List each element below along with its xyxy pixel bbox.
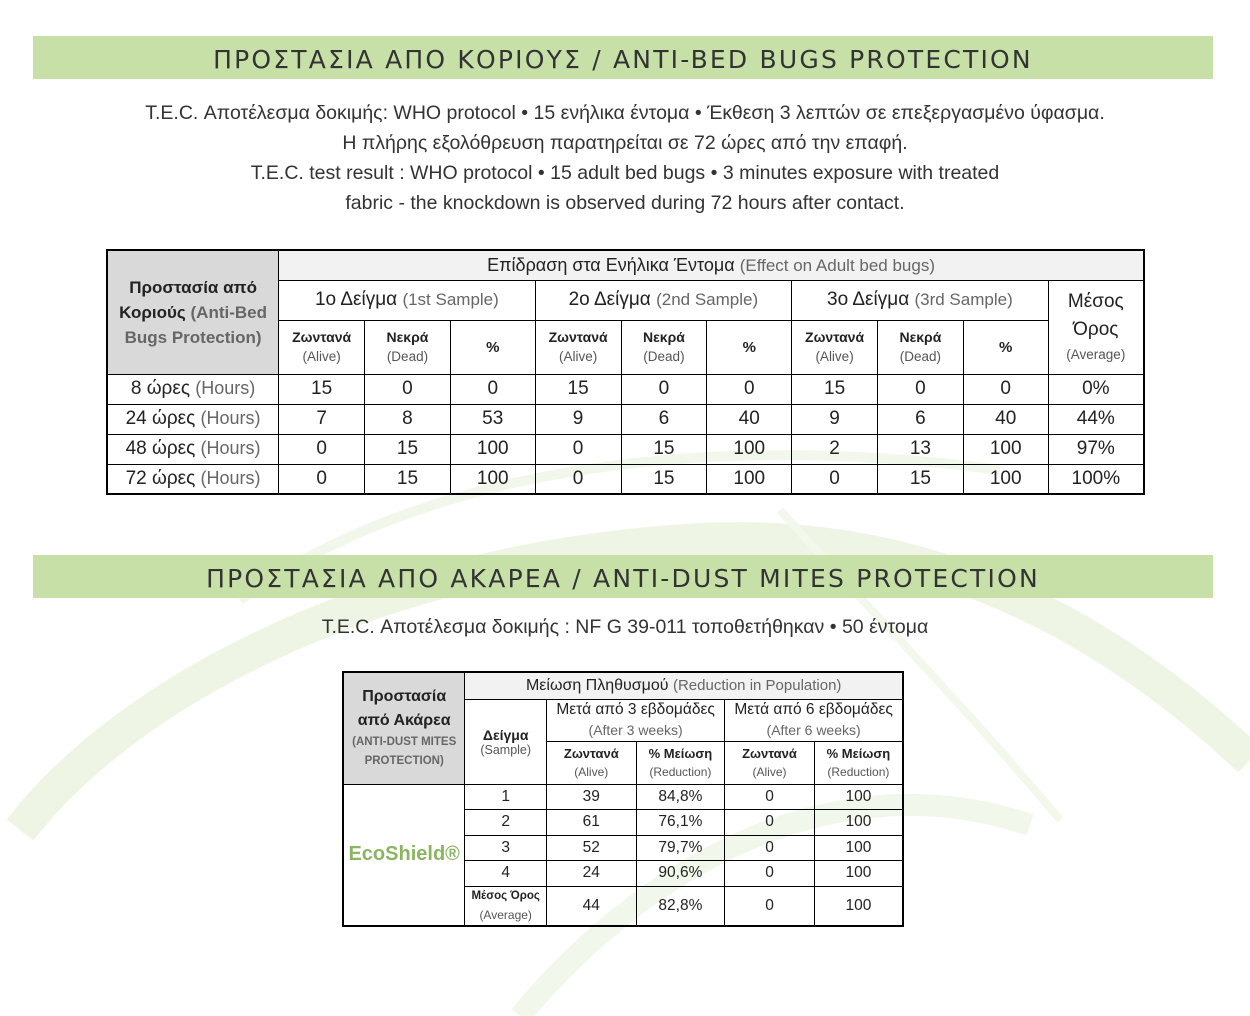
table-cell: 52 (547, 835, 637, 861)
table-cell: 9 (535, 404, 621, 434)
table-cell: 4 (465, 861, 547, 887)
alive-header: Ζωντανά (Alive) (792, 320, 878, 374)
table-cell: 3 (465, 835, 547, 861)
table-cell: 9 (792, 404, 878, 434)
table-row (107, 374, 1144, 404)
bed-bugs-corner-header (107, 250, 279, 374)
table-cell: 0 (279, 464, 365, 494)
table-cell: 82,8% (636, 886, 725, 926)
table-cell: 100 (450, 434, 535, 464)
table-cell: 24 (547, 861, 637, 887)
table-cell: 6 (621, 404, 707, 434)
table-cell: 0 (535, 434, 621, 464)
table-cell: 0 (725, 784, 815, 810)
table-cell: 0 (878, 374, 964, 404)
table-cell: 2 (792, 434, 878, 464)
sample-3-header: 3ο Δείγμα (3rd Sample) (792, 280, 1048, 320)
table-cell: 0 (279, 434, 365, 464)
sample-1-header: 1ο Δείγμα (1st Sample) (279, 280, 535, 320)
table-row (343, 784, 903, 810)
sample-2-header: 2ο Δείγμα (2nd Sample) (535, 280, 791, 320)
alive-header: Ζωντανά (Alive) (279, 320, 365, 374)
reduction-header: Μείωση Πληθυσμού (Reduction in Population) (465, 672, 903, 699)
table-cell: 39 (547, 784, 637, 810)
bed-bugs-table (106, 249, 1145, 495)
table-cell: 7 (279, 404, 365, 434)
row-label: 72 ώρες (Hours) (107, 464, 279, 494)
table-cell: 15 (279, 374, 365, 404)
corner-en: (Anti-Bed Bugs Protection) (124, 302, 267, 347)
corner-gr: Προστασία από Κοριούς (119, 277, 257, 322)
alive-header: Ζωντανά (Alive) (535, 320, 621, 374)
table-cell: 2 (465, 810, 547, 836)
after-3-weeks-header: Μετά από 3 εβδομάδες (After 3 weeks) (547, 699, 725, 741)
table-cell: 0 (792, 464, 878, 494)
row-label: 8 ώρες (Hours) (107, 374, 279, 404)
percent-header: % (707, 320, 792, 374)
table-cell: 100 (963, 434, 1048, 464)
table-cell: 0 (707, 374, 792, 404)
average-cell: 0% (1048, 374, 1144, 404)
table-cell: 100 (707, 434, 792, 464)
table-cell: 0 (725, 835, 815, 861)
table-cell: 53 (450, 404, 535, 434)
intro-line-2: Η πλήρης εξολόθρευση παρατηρείται σε 72 ώρες από την επαφή. (342, 132, 908, 154)
table-cell: 100 (450, 464, 535, 494)
average-cell: 100% (1048, 464, 1144, 494)
average-header: Μέσος Όρος (Average) (1048, 280, 1144, 374)
table-cell: 100 (814, 784, 903, 810)
table-cell: 15 (792, 374, 878, 404)
intro-line-1: T.E.C. Αποτέλεσμα δοκιμής: WHO protocol • 15 ενήλικα έντομα • Έκθεση 3 λεπτών σε επεξεργασμένο ύφασμα. (145, 102, 1105, 124)
dead-header: Νεκρά (Dead) (878, 320, 964, 374)
bed-bugs-banner: ΠΡΟΣΤΑΣΙΑ ΑΠΟ ΚΟΡΙΟΥΣ / ANTI-BED BUGS PROTECTION (33, 36, 1213, 79)
table-cell: 0 (450, 374, 535, 404)
dust-mites-table (342, 671, 904, 927)
table-cell: 15 (535, 374, 621, 404)
effect-gr: Επίδραση στα Ενήλικα Έντομα (487, 254, 735, 275)
dead-header: Νεκρά (Dead) (621, 320, 707, 374)
dust-mites-corner-header: Προστασία από Ακάρεα (ANTI-DUST MITES PROTECTION) (343, 672, 465, 784)
row-label: 24 ώρες (Hours) (107, 404, 279, 434)
table-cell: 0 (963, 374, 1048, 404)
table-cell: 15 (621, 464, 707, 494)
table-cell: 79,7% (636, 835, 725, 861)
average-label: Μέσος Όρος (Average) (465, 886, 547, 926)
alive-header: Ζωντανά (Alive) (725, 741, 815, 784)
intro-line-4: fabric - the knockdown is observed during 72 hours after contact. (345, 192, 905, 214)
table-cell: 0 (725, 886, 815, 926)
table-row (107, 464, 1144, 494)
table-cell: 40 (707, 404, 792, 434)
table-cell: 61 (547, 810, 637, 836)
average-cell: 44% (1048, 404, 1144, 434)
table-cell: 0 (365, 374, 451, 404)
dust-mites-intro: T.E.C. Αποτέλεσμα δοκιμής : NF G 39-011 τοποθετήθηκαν • 50 έντομα (321, 616, 929, 638)
table-cell: 8 (365, 404, 451, 434)
table-cell: 100 (963, 464, 1048, 494)
dust-mites-banner: ΠΡΟΣΤΑΣΙΑ ΑΠΟ ΑΚΑΡΕΑ / ANTI-DUST MITES PROTECTION (33, 555, 1213, 598)
reduction-col-header: % Μείωση (Reduction) (636, 741, 725, 784)
table-cell: 100 (814, 835, 903, 861)
ecoshield-brand: EcoShield® (348, 843, 460, 865)
effect-header (279, 250, 1144, 280)
table-cell: 100 (814, 886, 903, 926)
sample-header: Δείγμα (Sample) (465, 699, 547, 784)
table-cell: 0 (725, 810, 815, 836)
table-row (107, 434, 1144, 464)
table-cell: 15 (878, 464, 964, 494)
bed-bugs-intro (0, 98, 1250, 218)
table-cell: 15 (365, 464, 451, 494)
table-cell: 0 (621, 374, 707, 404)
table-cell: 90,6% (636, 861, 725, 887)
table-cell: 84,8% (636, 784, 725, 810)
percent-header: % (450, 320, 535, 374)
table-cell: 40 (963, 404, 1048, 434)
after-6-weeks-header: Μετά από 6 εβδομάδες (After 6 weeks) (725, 699, 903, 741)
table-cell: 100 (814, 861, 903, 887)
table-cell: 13 (878, 434, 964, 464)
table-cell: 6 (878, 404, 964, 434)
table-cell: 0 (535, 464, 621, 494)
effect-en: (Effect on Adult bed bugs) (739, 255, 936, 275)
table-cell: 15 (621, 434, 707, 464)
table-cell: 44 (547, 886, 637, 926)
dead-header: Νεκρά (Dead) (365, 320, 451, 374)
table-row (107, 404, 1144, 434)
brand-cell (343, 784, 465, 926)
table-cell: 100 (707, 464, 792, 494)
alive-header: Ζωντανά (Alive) (547, 741, 637, 784)
table-cell: 1 (465, 784, 547, 810)
average-cell: 97% (1048, 434, 1144, 464)
table-cell: 15 (365, 434, 451, 464)
percent-header: % (963, 320, 1048, 374)
row-label: 48 ώρες (Hours) (107, 434, 279, 464)
table-cell: 76,1% (636, 810, 725, 836)
intro-line-3: T.E.C. test result : WHO protocol • 15 adult bed bugs • 3 minutes exposure with treated (250, 162, 1000, 184)
table-cell: 0 (725, 861, 815, 887)
table-cell: 100 (814, 810, 903, 836)
reduction-col-header: % Μείωση (Reduction) (814, 741, 903, 784)
